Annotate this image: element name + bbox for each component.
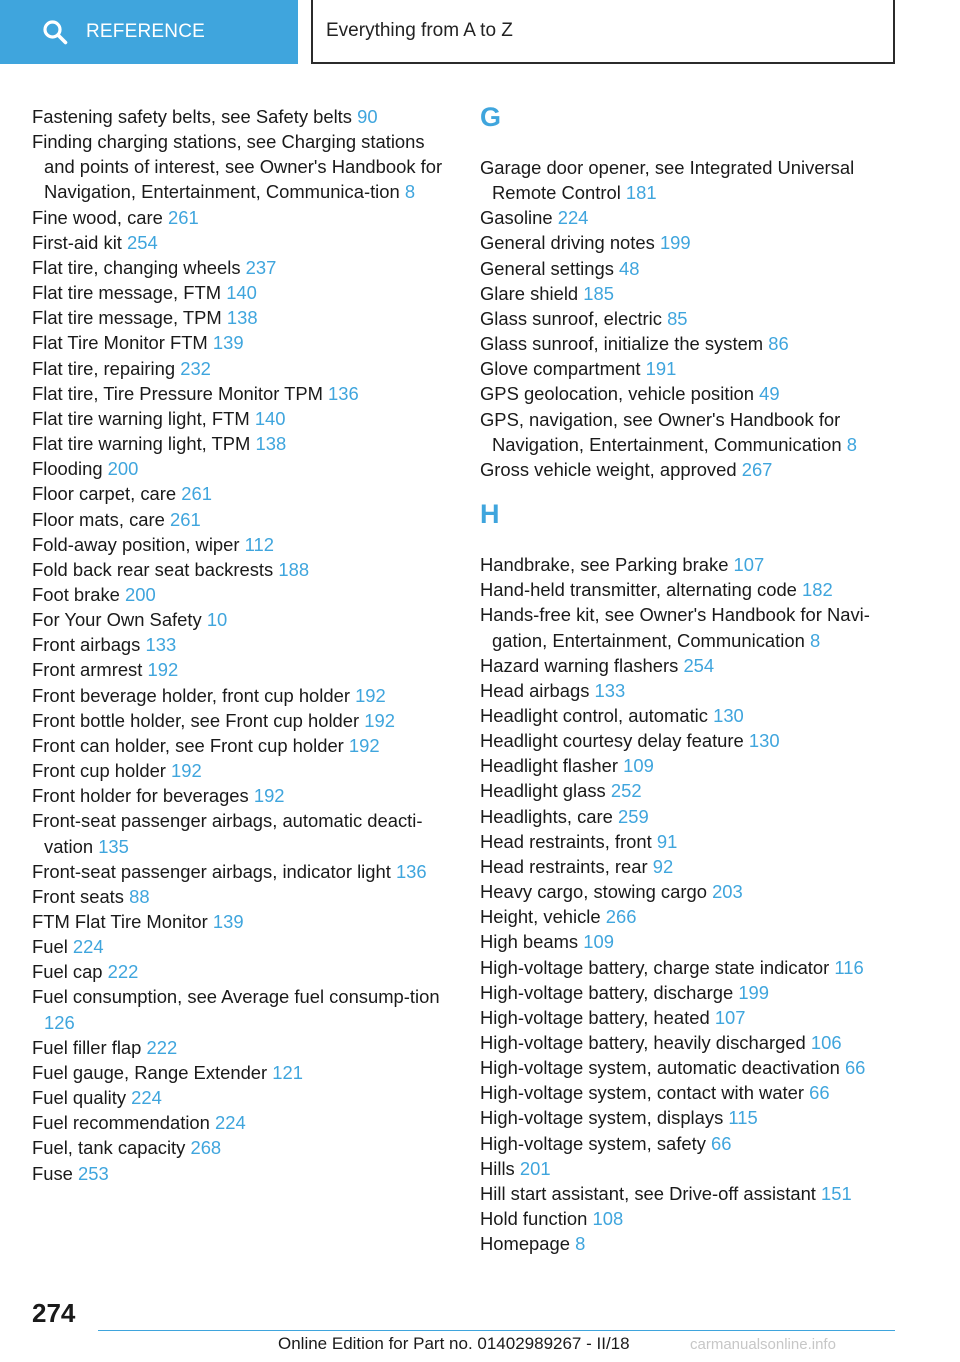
page-link[interactable]: 191 (645, 358, 677, 380)
page-link[interactable]: 66 (809, 1082, 830, 1104)
search-icon (42, 19, 68, 45)
index-entry (480, 281, 900, 306)
page-link[interactable]: 252 (610, 780, 642, 802)
page-link[interactable]: 138 (226, 307, 258, 329)
index-entry-text: Front airbags (32, 634, 141, 656)
index-entry-text: Fold back rear seat backrests (32, 558, 274, 580)
index-entry-text: Front bottle holder, see Front cup holder (32, 709, 360, 731)
index-entry (32, 507, 452, 532)
page-link[interactable]: 237 (245, 256, 277, 278)
index-entry (32, 582, 452, 607)
index-entry-text: Fine wood, care (32, 206, 163, 228)
index-letter-h: H (480, 499, 500, 530)
page-link[interactable]: 115 (728, 1107, 758, 1129)
index-entry-text: Finding charging stations, see Charging stations and points of interest, see Owner's Handbook for Navigation, Entertainment, Communica-tion (32, 131, 443, 203)
footer-divider (98, 1330, 895, 1331)
page-link[interactable]: 135 (98, 835, 129, 857)
index-entry-text: Head airbags (480, 679, 590, 701)
index-entry-text: Heavy cargo, stowing cargo (480, 881, 707, 903)
index-entry-text: Foot brake (32, 583, 120, 605)
index-entry (480, 678, 900, 703)
page-link[interactable]: 109 (623, 755, 654, 777)
page-link[interactable]: 140 (226, 282, 257, 304)
index-entry-text: High-voltage battery, heavily discharged (480, 1032, 806, 1053)
index-entry-text: Front cup holder (32, 760, 166, 782)
page-link[interactable]: 192 (147, 659, 179, 681)
index-entry (480, 753, 900, 778)
index-entry (480, 356, 900, 381)
page-link[interactable]: 139 (212, 911, 244, 932)
index-entry (32, 456, 452, 481)
page-link[interactable]: 185 (583, 282, 614, 304)
index-entry (32, 406, 452, 431)
page-link[interactable]: 90 (357, 106, 378, 127)
edition-text: Online Edition for Part no. 01402989267 - II/18 (278, 1334, 630, 1353)
index-entry-text: Front beverage holder, front cup holder (32, 684, 350, 706)
page-link[interactable]: 139 (212, 332, 244, 354)
index-entry-text: Handbrake, see Parking brake (480, 554, 729, 576)
index-entry (32, 356, 452, 381)
index-entry (32, 657, 452, 682)
index-entry (32, 1085, 452, 1110)
index-entry (480, 1131, 900, 1156)
index-entry-text: Flat tire, changing wheels (32, 256, 241, 278)
page-link[interactable]: 107 (733, 554, 765, 576)
index-entry-text: Front seats (32, 885, 124, 907)
index-entry-text: Gasoline (480, 207, 553, 229)
index-entry-text: Hill start assistant, see Drive-off assistant (480, 1182, 816, 1204)
watermark: carmanualsonline.info (690, 1336, 836, 1353)
index-entry (480, 1080, 900, 1105)
index-entry (32, 255, 452, 280)
index-entry-text: Hills (480, 1157, 515, 1179)
index-entry (32, 607, 452, 632)
index-entry (480, 230, 900, 255)
page-number: 274 (32, 1298, 76, 1328)
index-entry (32, 1035, 452, 1060)
index-entry-text: Head restraints, front (480, 830, 652, 852)
page-link[interactable]: 224 (131, 1087, 162, 1109)
index-entry-text: Hold function (480, 1208, 588, 1230)
index-entry (32, 557, 452, 582)
index-entry (480, 381, 900, 406)
index-entry-text: Flooding (32, 458, 103, 480)
index-entry (480, 331, 900, 356)
index-entry-text: Gross vehicle weight, approved (480, 458, 737, 480)
index-entry-text: Fuel filler flap (32, 1036, 142, 1058)
index-entry (480, 407, 900, 457)
index-entry (480, 1231, 900, 1256)
index-entry (480, 1105, 900, 1130)
index-entry-text: Headlights, care (480, 805, 613, 827)
index-entry (32, 733, 452, 758)
index-entry (32, 230, 452, 255)
page-link[interactable]: 200 (125, 583, 156, 605)
page-link[interactable]: 107 (714, 1006, 746, 1028)
index-entry-text: Fuel quality (32, 1087, 127, 1109)
index-entry (480, 1030, 900, 1055)
page-link[interactable]: 268 (190, 1137, 222, 1159)
index-entry-text: Fuel gauge, Range Extender (32, 1061, 268, 1083)
index-entry (480, 1156, 900, 1181)
page-link[interactable]: 136 (328, 382, 359, 404)
index-entry (32, 330, 452, 355)
index-entry-text: Front-seat passenger airbags, automatic deacti-vation (32, 810, 423, 857)
index-entry (480, 155, 900, 205)
page-link[interactable]: 151 (821, 1182, 852, 1204)
page-link[interactable]: 254 (683, 654, 715, 676)
page-link[interactable]: 121 (272, 1061, 303, 1083)
index-entry (480, 552, 900, 577)
page-link[interactable]: 48 (619, 257, 640, 279)
page-link[interactable]: 85 (667, 307, 688, 329)
index-entry (480, 829, 900, 854)
index-letter-g: G (480, 102, 502, 132)
page-link[interactable]: 130 (748, 730, 780, 752)
index-entry-text: High beams (480, 931, 579, 953)
page-link[interactable]: 192 (171, 760, 202, 782)
index-entry-text: Flat Tire Monitor FTM (32, 332, 208, 354)
page-link[interactable]: 182 (802, 579, 833, 601)
index-entry (32, 909, 452, 934)
page-link[interactable]: 130 (713, 704, 744, 726)
index-entry (32, 984, 452, 1034)
page-link[interactable]: 8 (575, 1233, 586, 1255)
index-entry (480, 778, 900, 803)
index-entry-text: Fuse (32, 1162, 73, 1184)
index-entry-text: High-voltage battery, discharge (480, 981, 734, 1003)
index-entry-text: Flat tire, Tire Pressure Monitor TPM (32, 382, 323, 404)
index-entry-text: General settings (480, 257, 614, 279)
index-list-g (480, 155, 900, 482)
index-entry-text: Head restraints, rear (480, 855, 648, 877)
page-link[interactable]: 49 (759, 383, 780, 405)
page-link[interactable]: 254 (127, 231, 158, 253)
index-entry-text: High-voltage system, automatic deactivation (480, 1057, 840, 1079)
page-link[interactable]: 188 (278, 558, 310, 580)
index-entry-text: Fastening safety belts, see Safety belts (32, 106, 352, 127)
page-link[interactable]: 224 (72, 936, 104, 958)
index-entry (480, 904, 900, 929)
index-entry-text: First-aid kit (32, 231, 122, 253)
index-entry-text: For Your Own Safety (32, 609, 202, 631)
page-link[interactable]: 8 (809, 629, 821, 651)
page-title: Everything from A to Z (311, 0, 895, 64)
index-entry (32, 129, 452, 204)
index-entry-text: High-voltage battery, heated (480, 1006, 710, 1028)
index-entry (32, 783, 452, 808)
index-entry-text: High-voltage system, safety (480, 1132, 706, 1154)
index-entry (32, 104, 452, 129)
index-entry-text: Hands-free kit, see Owner's Handbook for Navi-gation, Entertainment, Communication (480, 604, 870, 651)
index-entry (480, 1206, 900, 1231)
index-entry-text: Hazard warning flashers (480, 654, 679, 676)
index-entry (480, 1055, 900, 1080)
index-entry-text: Height, vehicle (480, 906, 601, 928)
page-link[interactable]: 201 (519, 1157, 551, 1179)
index-entry-text: Flat tire warning light, FTM (32, 407, 250, 429)
page-link[interactable]: 138 (255, 433, 287, 455)
page-link[interactable]: 136 (395, 860, 427, 882)
index-entry (32, 532, 452, 557)
index-entry-text: Hand-held transmitter, alternating code (480, 579, 797, 601)
index-entry (480, 457, 900, 482)
index-entry (32, 758, 452, 783)
page-link[interactable]: 106 (810, 1032, 842, 1053)
index-entry (480, 929, 900, 954)
index-entry (32, 1060, 452, 1085)
page-link[interactable]: 86 (768, 333, 789, 355)
index-entry (32, 884, 452, 909)
page-link[interactable]: 192 (364, 709, 395, 731)
page-link[interactable]: 203 (712, 881, 743, 903)
index-entry-text: General driving notes (480, 232, 655, 254)
index-entry-text: GPS, navigation, see Owner's Handbook for Navigation, Entertainment, Communication (480, 408, 842, 455)
section-label: REFERENCE (86, 21, 205, 42)
index-entry (32, 381, 452, 406)
index-entry (480, 205, 900, 230)
index-entry (32, 632, 452, 657)
index-entry (32, 1161, 452, 1186)
index-entry-text: Flat tire message, TPM (32, 307, 222, 329)
index-entry (32, 859, 452, 884)
page-link[interactable]: 259 (618, 805, 649, 827)
page-link[interactable]: 112 (244, 533, 274, 555)
index-entry-text: Front holder for beverages (32, 785, 249, 807)
index-entry (480, 577, 900, 602)
page-link[interactable]: 88 (129, 885, 150, 907)
index-entry (480, 879, 900, 904)
index-entry-text: Front armrest (32, 659, 143, 681)
page-link[interactable]: 133 (594, 679, 626, 701)
index-entry (32, 1135, 452, 1160)
page-link[interactable]: 108 (592, 1208, 624, 1230)
index-entry-text: Front-seat passenger airbags, indicator light (32, 860, 391, 882)
index-entry (32, 708, 452, 733)
page-link[interactable]: 222 (146, 1036, 178, 1058)
index-entry-text: Headlight glass (480, 780, 606, 802)
index-entry (32, 959, 452, 984)
index-entry-text: Fuel consumption, see Average fuel consump-tion (32, 986, 440, 1008)
page-link[interactable]: 192 (355, 684, 386, 706)
index-entry (32, 934, 452, 959)
index-entry-text: Headlight courtesy delay feature (480, 730, 744, 752)
index-entry (32, 431, 452, 456)
index-column-left (32, 104, 452, 1186)
index-entry (480, 306, 900, 331)
page-link[interactable]: 267 (741, 458, 773, 480)
page-link[interactable]: 261 (167, 206, 199, 228)
page-link[interactable]: 116 (834, 956, 864, 978)
index-entry-text: Glass sunroof, electric (480, 307, 662, 329)
page-link[interactable]: 222 (107, 961, 139, 983)
page-link[interactable]: 92 (652, 855, 674, 877)
index-entry (480, 703, 900, 728)
index-entry (480, 602, 900, 652)
index-entry-text: Fuel recommendation (32, 1112, 210, 1134)
index-entry (480, 1005, 900, 1030)
index-entry-text: High-voltage system, contact with water (480, 1082, 805, 1104)
index-entry-text: Glove compartment (480, 358, 641, 380)
reference-tab (0, 0, 298, 64)
index-entry (480, 1181, 900, 1206)
index-entry (32, 683, 452, 708)
page-link[interactable]: 199 (738, 981, 769, 1003)
index-entry (32, 305, 452, 330)
page-link[interactable]: 10 (206, 609, 228, 631)
page-link[interactable]: 181 (625, 182, 657, 204)
index-entry-text: Glass sunroof, initialize the system (480, 333, 764, 355)
index-entry (32, 481, 452, 506)
page-link[interactable]: 200 (107, 458, 139, 480)
index-entry-text: Flat tire, repairing (32, 357, 176, 379)
page-link[interactable]: 261 (169, 508, 201, 530)
index-entry-text: Fuel cap (32, 961, 103, 983)
index-entry (32, 205, 452, 230)
page-link[interactable]: 199 (659, 232, 691, 254)
index-entry-text: Glare shield (480, 282, 579, 304)
page-link[interactable]: 126 (44, 1011, 75, 1033)
index-entry-text: Headlight flasher (480, 755, 619, 777)
index-entry-text: GPS geolocation, vehicle position (480, 383, 754, 405)
index-list-h (480, 552, 900, 1256)
index-entry (480, 728, 900, 753)
index-entry (32, 1110, 452, 1135)
page-link[interactable]: 109 (583, 931, 614, 953)
page-link[interactable]: 192 (253, 785, 285, 807)
index-entry (480, 653, 900, 678)
index-entry-text: Front can holder, see Front cup holder (32, 734, 344, 756)
index-entry (480, 854, 900, 879)
page-link[interactable]: 232 (180, 357, 211, 379)
index-entry-text: Homepage (480, 1233, 570, 1255)
index-entry-text: High-voltage battery, charge state indicator (480, 956, 830, 978)
page-link[interactable]: 91 (656, 830, 678, 852)
index-column-right (480, 101, 900, 1256)
index-entry (480, 804, 900, 829)
page-link[interactable]: 133 (145, 634, 177, 656)
index-entry-text: Fold-away position, wiper (32, 533, 240, 555)
index-entry (480, 980, 900, 1005)
page-link[interactable]: 224 (215, 1112, 246, 1134)
index-entry-text: Fuel (32, 936, 68, 958)
page-link[interactable]: 66 (844, 1057, 866, 1079)
page-link[interactable]: 192 (348, 734, 380, 756)
page-link[interactable]: 8 (846, 433, 857, 455)
page-link[interactable]: 261 (181, 483, 212, 505)
page-link[interactable]: 266 (605, 906, 637, 928)
index-entry (32, 808, 452, 858)
index-entry-text: Fuel, tank capacity (32, 1137, 186, 1159)
index-entry (480, 256, 900, 281)
page-link[interactable]: 253 (78, 1162, 109, 1184)
page-link[interactable]: 66 (711, 1132, 732, 1154)
index-entry-text: Floor carpet, care (32, 483, 177, 505)
index-entry-text: Garage door opener, see Integrated Universal Remote Control (480, 157, 855, 204)
index-entry-text: High-voltage system, displays (480, 1107, 724, 1129)
index-entry-text: Headlight control, automatic (480, 704, 708, 726)
page-link[interactable]: 224 (557, 207, 589, 229)
index-entry (32, 280, 452, 305)
index-entry (480, 955, 900, 980)
index-entry-text: Floor mats, care (32, 508, 165, 530)
page-link[interactable]: 140 (254, 407, 286, 429)
index-entry-text: Flat tire message, FTM (32, 282, 222, 304)
index-entry-text: Flat tire warning light, TPM (32, 433, 251, 455)
page-link[interactable]: 8 (404, 181, 416, 203)
index-entry-text: FTM Flat Tire Monitor (32, 911, 208, 932)
